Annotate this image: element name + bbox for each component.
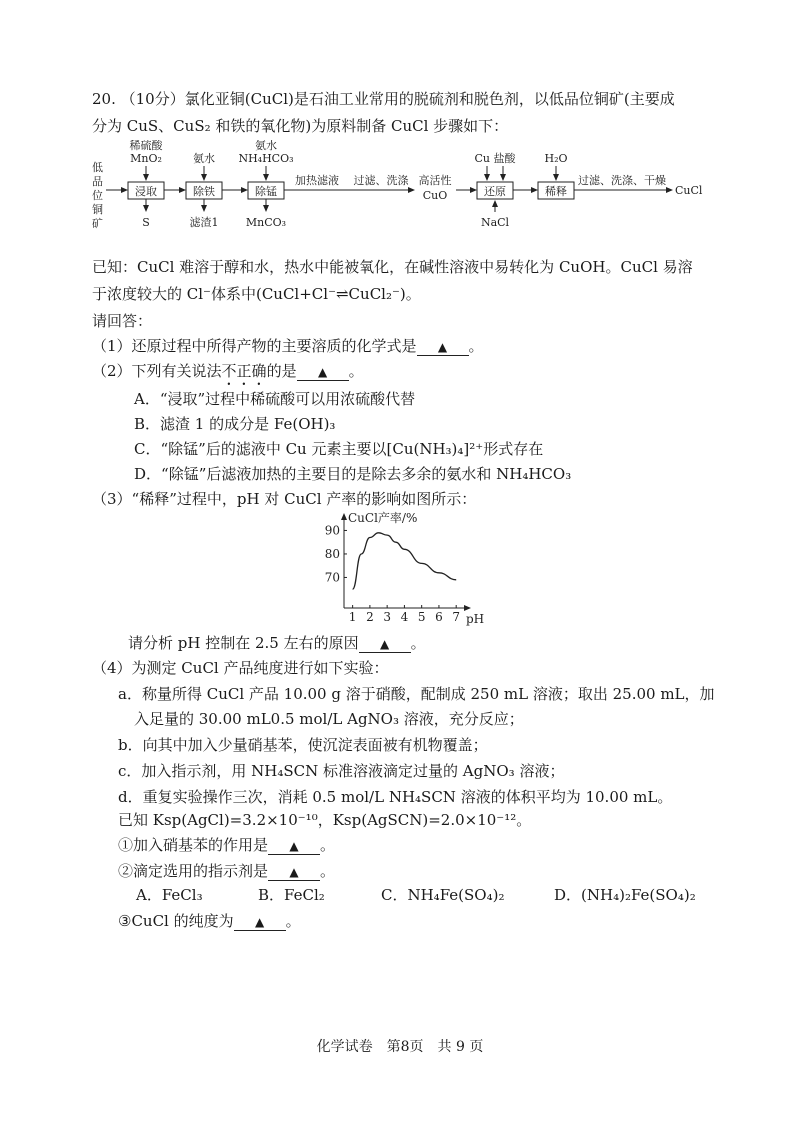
q4-choice-b: B．FeCl₂: [258, 886, 325, 904]
step-label-remove-mn: 除锰: [255, 185, 277, 198]
intermediate-label-1: 高活性: [418, 174, 452, 187]
y-tick-label: 80: [324, 546, 340, 561]
x-tick-label: 6: [435, 610, 443, 624]
reagent-mno2: MnO₂: [130, 152, 162, 165]
q3-question: [128, 633, 426, 653]
q4-sub3: [118, 911, 301, 931]
reagent-cu-hcl: Cu 盐酸: [474, 152, 516, 165]
q3-question-text: 请分析 pH 控制在 2.5 左右的原因: [128, 634, 359, 652]
x-tick-label: 4: [400, 610, 409, 624]
reagent-nh4hco3: NH₄HCO₃: [238, 152, 294, 165]
x-tick-label: 5: [417, 610, 426, 624]
q4-sub3-answer-blank[interactable]: [234, 913, 286, 931]
x-tick-label: 7: [452, 610, 461, 624]
start-label-0: 低: [92, 161, 103, 174]
blank-triangle-icon: ▲: [255, 915, 265, 929]
start-label-2: 位: [92, 189, 103, 202]
q4-step-b: b．向其中加入少量硝基苯，使沉淀表面被有机物覆盖；: [118, 736, 488, 754]
question-intro-2: 分为 CuS、CuS₂ 和铁的氧化物)为原料制备 CuCl 步骤如下：: [92, 117, 509, 135]
y-axis-label: CuCl产率/%: [348, 511, 418, 525]
reagent-ammonia-2: 氨水: [255, 140, 277, 152]
blank-triangle-icon: ▲: [437, 340, 448, 354]
blank-triangle-icon: ▲: [317, 365, 328, 379]
output-mnco3: MnCO₃: [245, 216, 287, 229]
q3-answer-blank[interactable]: [359, 635, 411, 653]
yield-curve: [353, 533, 457, 589]
known-line-2: 于浓度较大的 Cl⁻体系中(CuCl+Cl⁻⇌CuCl₂⁻)。: [92, 285, 421, 303]
q4-step-c: c．加入指示剂，用 NH₄SCN 标准溶液滴定过量的 AgNO₃ 溶液；: [118, 762, 565, 780]
q2-option-c: C．“除锰”后的滤液中 Cu 元素主要以[Cu(NH₃)₄]²⁺形式存在: [134, 440, 544, 458]
reagent-ammonia-1: 氨水: [193, 152, 215, 165]
q4-sub2-end: 。: [320, 862, 336, 880]
q4-sub1-answer-blank[interactable]: [268, 837, 320, 855]
q4-sub2-text: ②滴定选用的指示剂是: [118, 862, 269, 880]
q4-sub3-end: 。: [285, 912, 301, 930]
x-tick-label: 2: [366, 610, 374, 624]
q4-sub3-text: ③CuCl 的纯度为: [118, 912, 234, 930]
q4-step-d: d．重复实验操作三次，消耗 0.5 mol/L NH₄SCN 溶液的体积平均为 10.00 mL。: [118, 788, 673, 806]
q4-step-a-2: 入足量的 30.00 mL0.5 mol/L AgNO₃ 溶液，充分反应；: [134, 710, 524, 728]
y-tick-label: 90: [324, 523, 340, 538]
q2-end: 。: [348, 362, 364, 380]
q2-option-d: D．“除锰”后滤液加热的主要目的是除去多余的氨水和 NH₄HCO₃: [134, 465, 572, 483]
known-line-1: 已知：CuCl 难溶于醇和水，热水中能被氧化，在碱性溶液中易转化为 CuOH。CuCl 易溶: [92, 258, 693, 276]
q4-sub2-answer-blank[interactable]: [268, 863, 320, 881]
q4-sub2: [118, 861, 335, 881]
blank-triangle-icon: ▲: [289, 865, 299, 879]
arrow-label-filter-wash-dry: 过滤、洗涤、干燥: [578, 174, 666, 187]
arrow-label-heat: 加热滤液: [295, 174, 339, 187]
x-axis-label: pH: [466, 612, 485, 626]
start-label-4: 矿: [92, 217, 103, 230]
reagent-h2o: H₂O: [544, 152, 568, 165]
reagent-dilute-h2so4: 稀硫酸: [129, 140, 163, 152]
q3-end: 。: [410, 634, 426, 652]
question-header: [92, 89, 675, 109]
step-label-remove-iron: 除铁: [193, 185, 215, 198]
question-number: 20.: [92, 90, 116, 108]
q2-emphasis: 不正确: [221, 362, 267, 380]
q2-option-b: B．滤渣 1 的成分是 Fe(OH)₃: [134, 415, 336, 433]
q2-text-before: （2）下列有关说法: [92, 362, 222, 380]
arrow-label-filter-wash: 过滤、洗涤: [353, 174, 409, 187]
q4-choice-a: A．FeCl₃: [136, 886, 203, 904]
q4-sub1-text: ①加入硝基苯的作用是: [118, 836, 269, 854]
start-label-3: 铜: [92, 203, 103, 216]
please-answer: 请回答：: [92, 312, 153, 330]
output-s: S: [142, 216, 150, 229]
start-label-1: 品: [92, 175, 103, 188]
question-intro-1: 氯化亚铜(CuCl)是石油工业常用的脱硫剂和脱色剂，以低品位铜矿(主要成: [184, 90, 675, 108]
step-label-reduce: 还原: [484, 185, 506, 198]
q4-sub1-end: 。: [320, 836, 336, 854]
page-footer: 化学试卷 第8页 共 9 页: [316, 1039, 484, 1055]
q1-answer-blank[interactable]: [417, 338, 469, 356]
q4-choice-c: C．NH₄Fe(SO₄)₂: [381, 886, 505, 904]
output-residue-1: 滤渣1: [189, 216, 219, 229]
q4-title: （4）为测定 CuCl 产品纯度进行如下实验：: [92, 659, 389, 677]
step-label-leach: 浸取: [135, 185, 157, 198]
question-score: （10分）: [120, 90, 185, 108]
q1: [92, 336, 484, 356]
process-flowchart: [84, 140, 724, 240]
q2-option-a: A．“浸取”过程中稀硫酸可以用浓硫酸代替: [134, 390, 416, 408]
q2: [92, 361, 364, 389]
blank-triangle-icon: ▲: [380, 637, 390, 651]
product-cucl: CuCl: [675, 184, 703, 197]
q1-end: 。: [468, 337, 484, 355]
y-tick-label: 70: [324, 570, 340, 585]
q4-ksp: 已知 Ksp(AgCl)=3.2×10⁻¹⁰，Ksp(AgSCN)=2.0×10⁻¹²。: [118, 811, 532, 829]
q4-choice-d: D．(NH₄)₂Fe(SO₄)₂: [554, 886, 696, 904]
x-tick-label: 3: [383, 610, 391, 624]
ph-yield-chart: [318, 508, 498, 628]
blank-triangle-icon: ▲: [289, 839, 299, 853]
q4-sub1: [118, 835, 335, 855]
intermediate-label-2: CuO: [422, 189, 448, 202]
q3-text: （3）“稀释”过程中，pH 对 CuCl 产率的影响如图所示：: [92, 490, 477, 508]
input-nacl: NaCl: [480, 216, 510, 229]
x-tick-label: 1: [348, 610, 357, 624]
step-label-dilute: 稀释: [545, 185, 567, 198]
q2-text-after: 的是: [266, 362, 297, 380]
q1-text: （1）还原过程中所得产物的主要溶质的化学式是: [92, 337, 417, 355]
q4-step-a-1: a．称量所得 CuCl 产品 10.00 g 溶于硝酸，配制成 250 mL 溶液；取出 25.00 mL，加: [118, 685, 715, 703]
q2-answer-blank[interactable]: [297, 363, 349, 381]
